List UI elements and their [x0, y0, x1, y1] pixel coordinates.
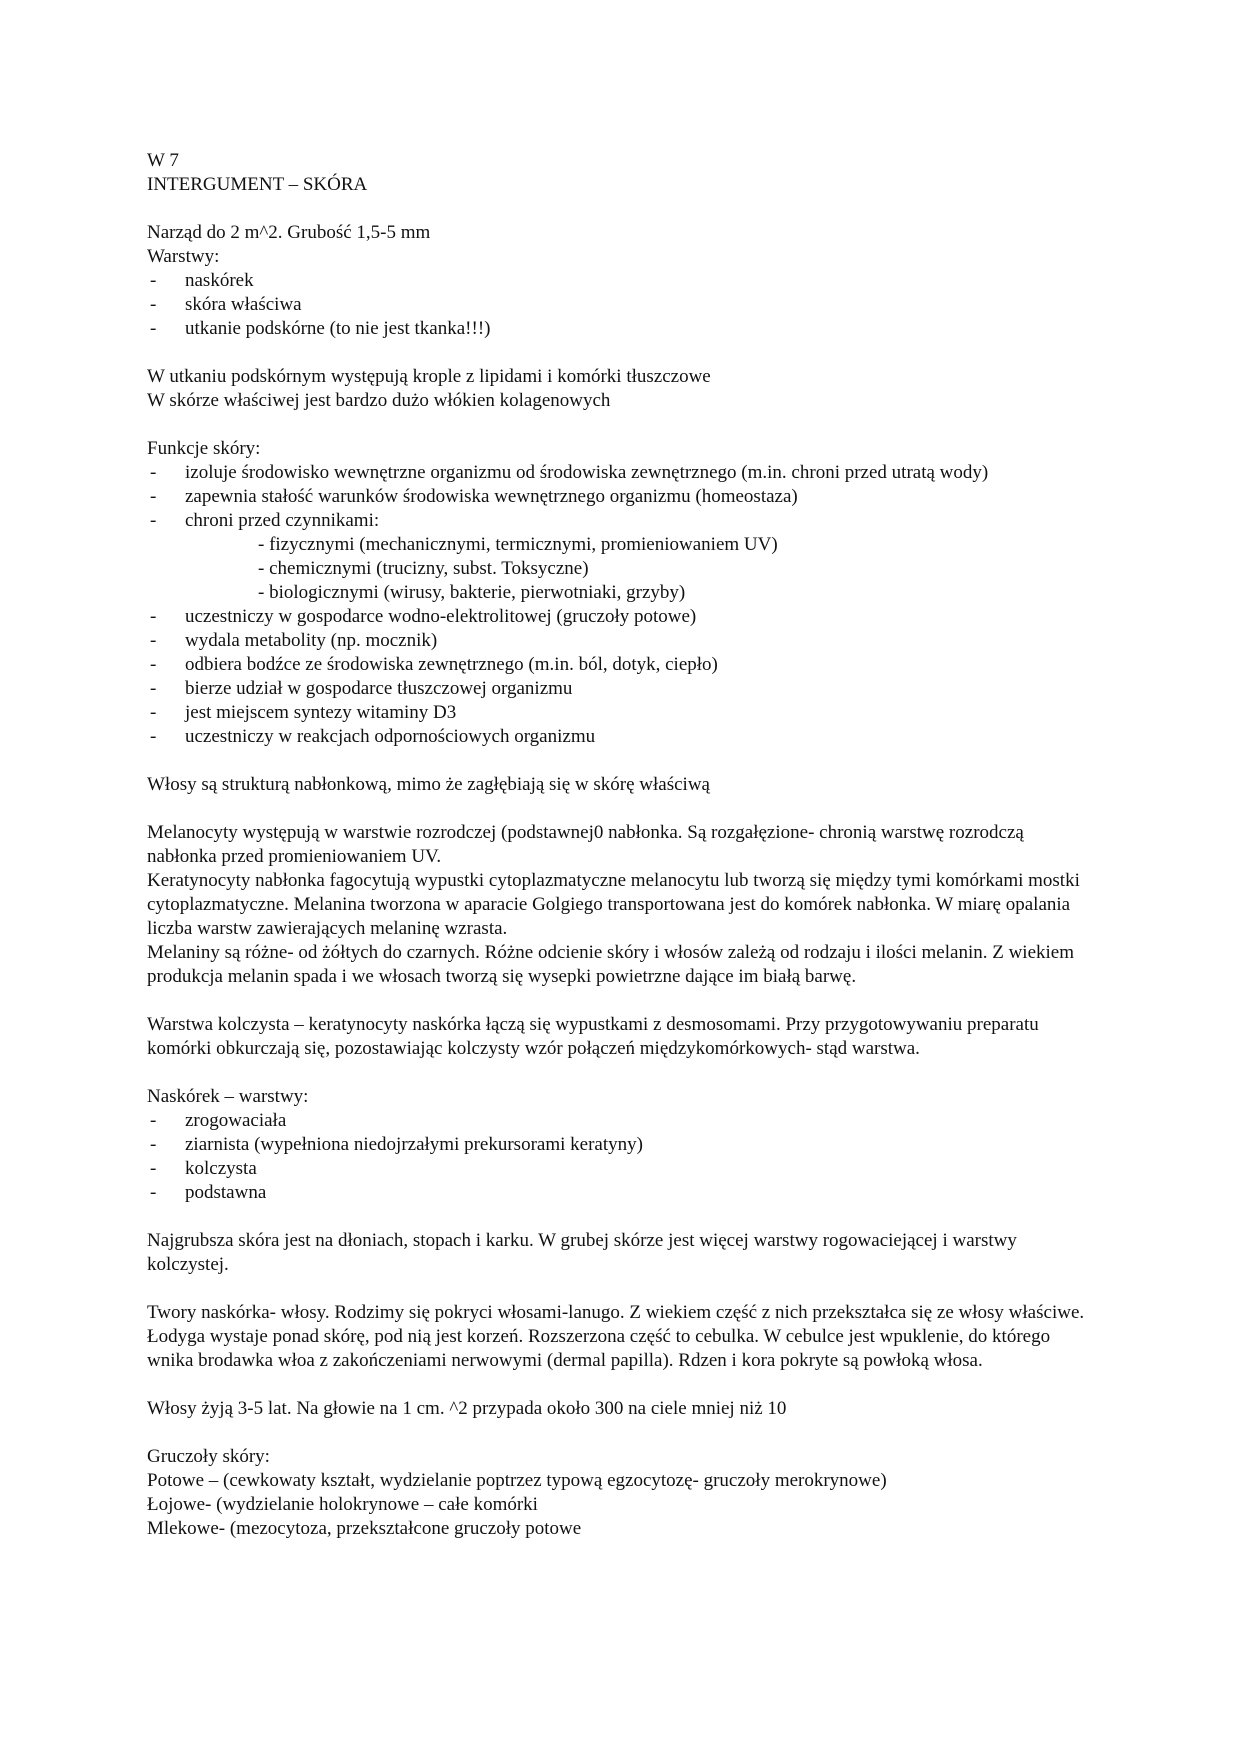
functions-list	[147, 461, 1097, 533]
gland-item: Łojowe- (wydzielanie holokrynowe – całe komórki	[147, 1494, 538, 1515]
paragraph-dermis: W skórze właściwej jest bardzo dużo włókien kolagenowych	[147, 390, 611, 411]
list-item: - wydala metabolity (np. mocznik)	[147, 629, 1097, 653]
sub-list-item: - biologicznymi (wirusy, bakterie, pierwotniaki, grzyby)	[258, 581, 1097, 605]
list-item: - zrogowaciała	[147, 1109, 1097, 1133]
functions-list-continued	[147, 605, 1097, 749]
paragraph-epidermal-appendages: Twory naskórka- włosy. Rodzimy się pokryci włosami-lanugo. Z wiekiem część z nich przekształca się ze włosy właściwe. Łodyga wystaje ponad skórę, pod nią jest korzeń. Rozszerzona część to cebulka. W cebulce jest wpuklenie, do którego wnika brodawka włoa z zakończeniami nerwowymi (dermal papilla). Rdzen i kora pokryte są powłoką włosa.	[147, 1302, 1085, 1371]
gland-item: Potowe – (cewkowaty kształt, wydzielanie poptrzez typową egzocytozę- gruczoły merokrynowe)	[147, 1470, 887, 1491]
list-item: - zapewnia stałość warunków środowiska wewnętrznego organizmu (homeostaza)	[147, 485, 1097, 509]
sub-list-item: - chemicznymi (trucizny, subst. Toksyczne)	[258, 557, 1097, 581]
sub-list-item: - fizycznymi (mechanicznymi, termicznymi, promieniowaniem UV)	[258, 533, 1097, 557]
intro-line: Narząd do 2 m^2. Grubość 1,5-5 mm	[147, 222, 431, 243]
paragraph-spinous-layer: Warstwa kolczysta – keratynocyty naskórka łączą się wypustkami z desmosomami. Przy przygotowywaniu preparatu komórki obkurczają się, pozostawiając kolczysty wzór połączeń międzykomórkowych- stąd warstwa.	[147, 1014, 1039, 1059]
layers-heading: Warstwy:	[147, 246, 220, 267]
gland-item: Mlekowe- (mezocytoza, przekształcone gruczoły potowe	[147, 1518, 582, 1539]
list-item: - chroni przed czynnikami:	[147, 509, 1097, 533]
list-item: - odbiera bodźce ze środowiska zewnętrznego (m.in. ból, dotyk, ciepło)	[147, 653, 1097, 677]
glands-heading: Gruczoły skóry:	[147, 1446, 270, 1467]
list-item: - podstawna	[147, 1181, 1097, 1205]
factors-list	[147, 533, 1097, 605]
paragraph-melanocytes: Melanocyty występują w warstwie rozrodczej (podstawnej0 nabłonka. Są rozgałęzione- chronią warstwę rozrodczą nabłonka przed promieniowaniem UV.	[147, 822, 1024, 867]
list-item: - bierze udział w gospodarce tłuszczowej organizmu	[147, 677, 1097, 701]
paragraph-melanins: Melaniny są różne- od żółtych do czarnych. Różne odcienie skóry i włosów zależą od rodzaju i ilości melanin. Z wiekiem produkcja melanin spada i we włosach tworzą się wysepki powietrzne dające im białą barwę.	[147, 942, 1075, 987]
lecture-code: W 7	[147, 150, 179, 171]
list-item: - uczestniczy w gospodarce wodno-elektrolitowej (gruczoły potowe)	[147, 605, 1097, 629]
list-item: - naskórek	[147, 269, 1097, 293]
functions-heading: Funkcje skóry:	[147, 438, 261, 459]
list-item: - uczestniczy w reakcjach odpornościowych organizmu	[147, 725, 1097, 749]
paragraph-keratinocytes: Keratynocyty nabłonka fagocytują wypustki cytoplazmatyczne melanocytu lub tworzą się między tymi komórkami mostki cytoplazmatyczne. Melanina tworzona w aparacie Golgiego transportowana jest do komórek nabłonka. W miarę opalania liczba warstw zawierających melaninę wzrasta.	[147, 870, 1080, 939]
list-item: - izoluje środowisko wewnętrzne organizmu od środowiska zewnętrznego (m.in. chroni przed utratą wody)	[147, 461, 1097, 485]
list-item: - jest miejscem syntezy witaminy D3	[147, 701, 1097, 725]
paragraph-hair-structure: Włosy są strukturą nabłonkową, mimo że zagłębiają się w skórę właściwą	[147, 774, 710, 795]
list-item: - kolczysta	[147, 1157, 1097, 1181]
list-item: - utkanie podskórne (to nie jest tkanka!!!)	[147, 317, 1097, 341]
paragraph-subcutis: W utkaniu podskórnym występują krople z lipidami i komórki tłuszczowe	[147, 366, 711, 387]
document-title: INTERGUMENT – SKÓRA	[147, 174, 368, 195]
layers-list	[147, 269, 1097, 341]
list-item: - skóra właściwa	[147, 293, 1097, 317]
epidermis-heading: Naskórek – warstwy:	[147, 1086, 309, 1107]
document-body	[147, 149, 1097, 1541]
epidermis-layers-list	[147, 1109, 1097, 1205]
paragraph-thickest-skin: Najgrubsza skóra jest na dłoniach, stopach i karku. W grubej skórze jest więcej warstwy rogowaciejącej i warstwy kolczystej.	[147, 1230, 1017, 1275]
list-item: - ziarnista (wypełniona niedojrzałymi prekursorami keratyny)	[147, 1133, 1097, 1157]
paragraph-hair-lifespan: Włosy żyją 3-5 lat. Na głowie na 1 cm. ^2 przypada około 300 na ciele mniej niż 10	[147, 1398, 787, 1419]
